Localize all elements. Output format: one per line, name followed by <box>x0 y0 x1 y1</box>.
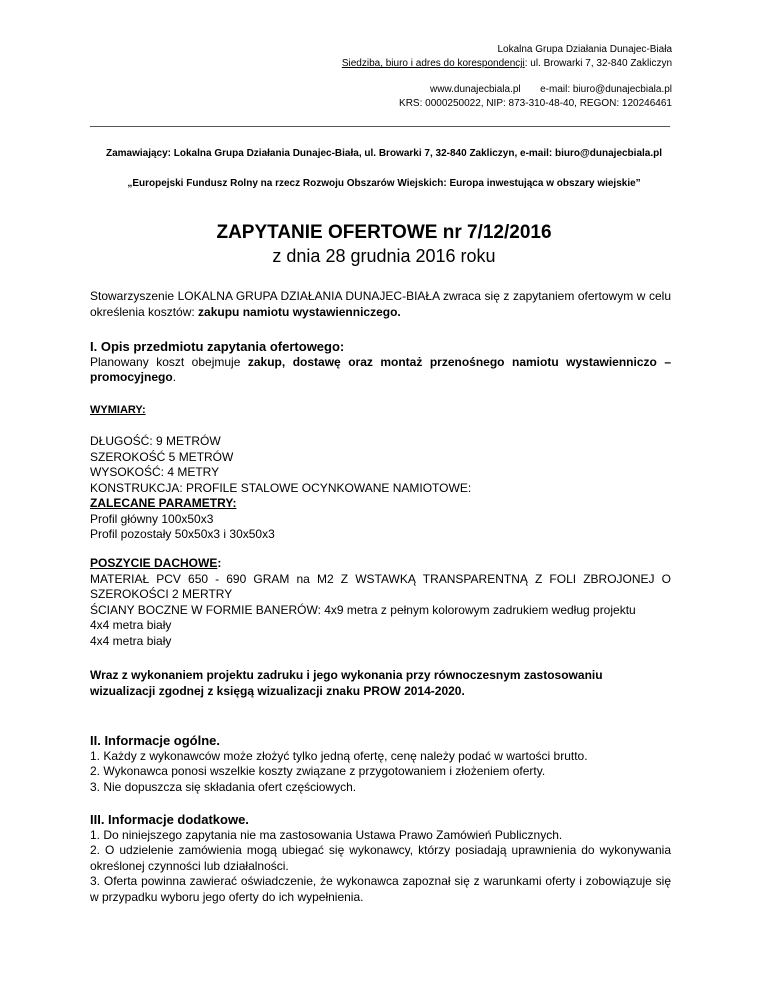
params-heading: ZALECANE PARAMETRY: <box>90 496 237 510</box>
section2-item: 1. Każdy z wykonawców może złożyć tylko jedną ofertę, cenę należy podać w wartości brutto. <box>90 748 588 763</box>
section2-heading: II. Informacje ogólne. <box>90 733 221 748</box>
roofing-heading-line <box>90 556 671 572</box>
header-address <box>342 57 672 71</box>
param-line: Profil pozostały 50x50x3 i 30x50x3 <box>90 527 275 541</box>
roofing-heading: POSZYCIE DACHOWE <box>90 556 218 570</box>
dimensions-heading: WYMIARY: <box>90 404 146 416</box>
section3-item: 3. Oferta powinna zawierać oświadczenie, że wykonawca zapoznał się z warunkami oferty i zobowiązuje się w przypadku wyboru jego oferty do ich wypełnienia. <box>90 874 671 904</box>
section3 <box>90 812 671 905</box>
page-title: ZAPYTANIE OFERTOWE nr 7/12/2016 <box>216 222 552 243</box>
dimension-line: KONSTRUKCJA: PROFILE STALOWE OCYNKOWANE NAMIOTOWE: <box>90 480 472 495</box>
dimensions-list <box>90 434 671 543</box>
header-contact <box>430 83 672 97</box>
section1 <box>90 339 671 386</box>
section1-text <box>90 355 671 386</box>
section1-end: . <box>172 370 177 384</box>
dimension-line: WYSOKOŚĆ: 4 METRY <box>90 465 220 479</box>
roofing-line: 4x4 metra biały <box>90 618 172 632</box>
header-website: www.dunajecbiala.pl <box>430 84 521 95</box>
header-registry: KRS: 0000250022, NIP: 873-310-48-40, REGON: 120246461 <box>399 98 672 109</box>
section3-heading: III. Informacje dodatkowe. <box>90 812 249 827</box>
dimension-line: DŁUGOŚĆ: 9 METRÓW <box>90 434 221 448</box>
section2-item: 3. Nie dopuszcza się składania ofert częściowych. <box>90 779 357 794</box>
section2-item: 2. Wykonawca ponosi wszelkie koszty związane z przygotowaniem i złożeniem oferty. <box>90 764 546 778</box>
section3-item: 2. O udzielenie zamówienia mogą ubiegać się wykonawcy, którzy posiadają uprawnienia do wykonywania określonej czynności lub działalności. <box>90 843 671 873</box>
section1-text-start: Planowany koszt obejmuje <box>90 354 248 369</box>
roofing <box>90 556 671 649</box>
header-org: Lokalna Grupa Działania Dunajec-Biała <box>497 44 672 55</box>
intro-paragraph <box>90 289 671 320</box>
intro-bold: zakupu namiotu wystawienniczego. <box>198 304 401 319</box>
fund-name: „Europejski Fundusz Rolny na rzecz Rozwoju Obszarów Wiejskich: Europa inwestująca w obszary wiejskie” <box>127 178 641 189</box>
dimension-line: SZEROKOŚĆ 5 METRÓW <box>90 449 234 464</box>
visualization-note: Wraz z wykonaniem projektu zadruku i jego wykonania przy równoczesnym zastosowaniu wizualizacji zgodnej z księgą wizualizacji znaku PROW 2014-2020. <box>90 668 603 698</box>
roofing-colon: : <box>217 556 222 570</box>
section1-bold: zakup, dostawę oraz montaż przenośnego namiotu wystawienniczo – promocyjnego <box>90 354 671 384</box>
header-email: e-mail: biuro@dunajecbiala.pl <box>540 84 672 95</box>
roofing-material: MATERIAŁ PCV 650 - 690 GRAM na M2 Z WSTAWKĄ TRANSPARENTNĄ Z FOLI ZBROJONEJ O SZEROKOŚCI 2 MERTRY <box>90 571 671 601</box>
dimensions-heading-wrap <box>90 403 671 419</box>
header-divider <box>90 126 670 127</box>
section3-item: 1. Do niniejszego zapytania nie ma zastosowania Ustawa Prawo Zamówień Publicznych. <box>90 827 563 842</box>
roofing-line: 4x4 metra biały <box>90 633 172 648</box>
header-address-rest: : ul. Browarki 7, 32-840 Zakliczyn <box>524 58 672 69</box>
header-address-prefix: Siedziba, biuro i adres do korespondencji <box>341 58 525 69</box>
intro-text: Stowarzyszenie LOKALNA GRUPA DZIAŁANIA DUNAJEC-BIAŁA zwraca się z zapytaniem ofertowym w celu określenia kosztów: <box>90 289 671 319</box>
roofing-walls: ŚCIANY BOCZNE W FORMIE BANERÓW: 4x9 metra z pełnym kolorowym zadrukiem według projektu <box>90 602 636 617</box>
section2 <box>90 733 671 795</box>
section1-heading: I. Opis przedmiotu zapytania ofertowego: <box>90 339 345 354</box>
param-line: Profil główny 100x50x3 <box>90 511 214 526</box>
ordering-party: Zamawiający: Lokalna Grupa Działania Dunajec-Biała, ul. Browarki 7, 32-840 Zakliczyn, e-mail: biuro@dunajecbiala.pl <box>105 148 663 159</box>
page-subtitle: z dnia 28 grudnia 2016 roku <box>272 246 496 266</box>
